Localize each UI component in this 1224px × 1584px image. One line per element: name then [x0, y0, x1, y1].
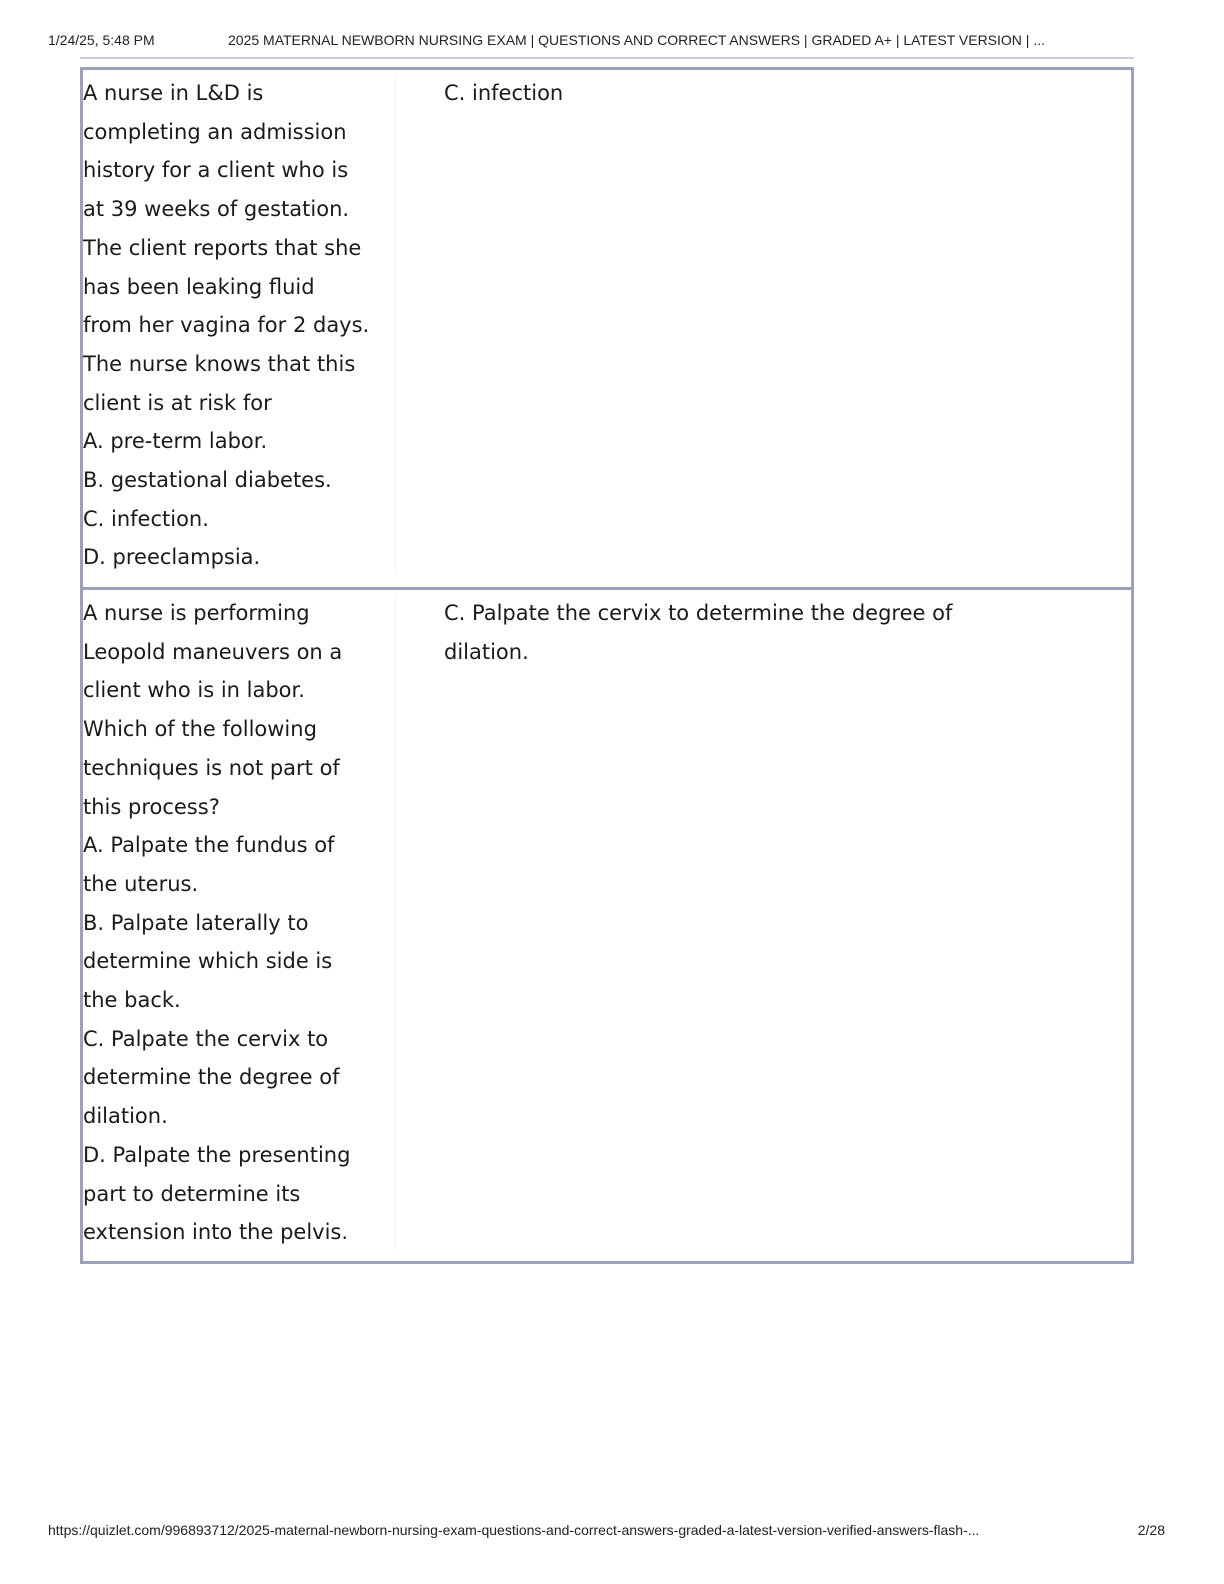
- header-divider: [80, 57, 1134, 59]
- term-line: The client reports that she: [83, 235, 362, 260]
- answer-option: C. Palpate the cervix to: [83, 1026, 329, 1051]
- page-url: https://quizlet.com/996893712/2025-maternal-newborn-nursing-exam-questions-and-correct-answers-graded-a-latest-version-verified-answers-flash-...: [48, 1522, 980, 1538]
- term-line: client who is in labor.: [83, 678, 305, 703]
- term-line: client is at risk for: [83, 390, 272, 415]
- term-line: A nurse is performing: [83, 601, 310, 625]
- print-header: [48, 30, 1168, 50]
- flashcard: [80, 587, 1134, 1264]
- flashcard: [80, 67, 1134, 590]
- document-title: 2025 MATERNAL NEWBORN NURSING EXAM | QUESTIONS AND CORRECT ANSWERS | GRADED A+ | LATEST VERSION | ...: [228, 32, 1045, 48]
- answer-option: D. Palpate the presenting: [83, 1142, 351, 1167]
- definition-line: dilation.: [444, 639, 529, 664]
- answer-option: B. gestational diabetes.: [83, 468, 332, 493]
- answer-option: dilation.: [83, 1104, 168, 1129]
- print-footer: [48, 1520, 1168, 1540]
- term-line: at 39 weeks of gestation.: [83, 197, 350, 222]
- page-number: 2/28: [1137, 1522, 1165, 1538]
- flashcard-term: [83, 594, 396, 1249]
- answer-option: B. Palpate laterally to: [83, 910, 309, 935]
- answer-option: the uterus.: [83, 871, 199, 896]
- term-line: completing an admission: [83, 119, 347, 144]
- term-line: A nurse in L&D is: [83, 81, 264, 105]
- answer-option: determine the degree of: [83, 1065, 340, 1090]
- term-line: history for a client who is: [83, 158, 349, 183]
- flashcard-list: [80, 67, 1134, 1264]
- flashcard-definition: [444, 594, 1084, 671]
- term-line: The nurse knows that this: [83, 351, 356, 376]
- answer-option: D. preeclampsia.: [83, 545, 261, 570]
- answer-option: A. Palpate the fundus of: [83, 833, 335, 858]
- flashcard-term: [83, 74, 396, 575]
- definition-line: C. Palpate the cervix to determine the degree of: [444, 601, 953, 625]
- answer-option: C. infection.: [83, 506, 209, 531]
- answer-option: A. pre-term labor.: [83, 429, 268, 454]
- term-line: has been leaking fluid: [83, 274, 315, 299]
- answer-option: extension into the pelvis.: [83, 1220, 349, 1245]
- answer-option: determine which side is: [83, 949, 333, 974]
- flashcard-definition: [444, 74, 1084, 113]
- answer-option: part to determine its: [83, 1181, 301, 1206]
- term-line: Leopold maneuvers on a: [83, 639, 343, 664]
- term-line: this process?: [83, 794, 220, 819]
- answer-option: the back.: [83, 988, 181, 1013]
- term-line: Which of the following: [83, 717, 317, 742]
- term-line: techniques is not part of: [83, 755, 340, 780]
- term-line: from her vagina for 2 days.: [83, 313, 370, 338]
- definition-line: C. infection: [444, 81, 564, 105]
- print-datetime: 1/24/25, 5:48 PM: [48, 32, 155, 48]
